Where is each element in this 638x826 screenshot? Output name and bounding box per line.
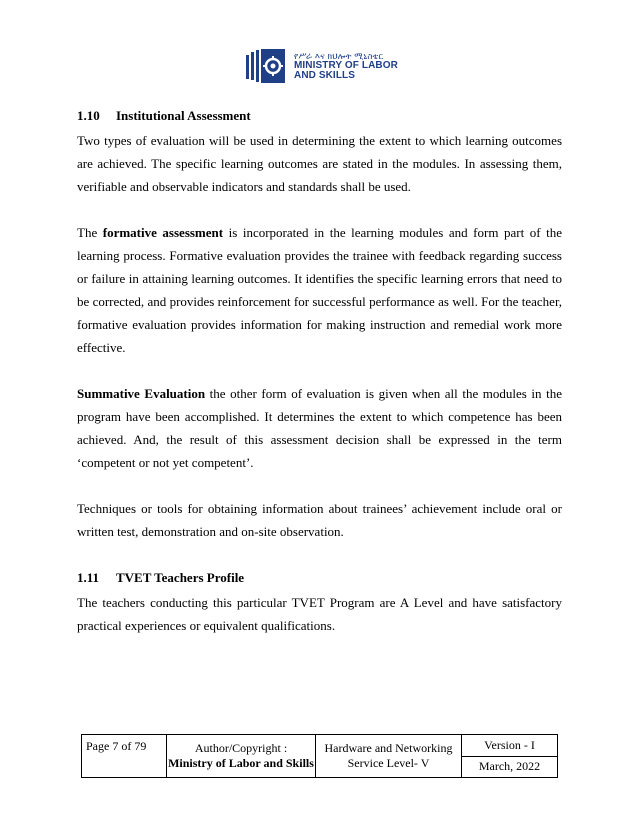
paragraph-summative-evaluation bbox=[77, 382, 562, 474]
footer-document-title: Hardware and Networking Service Level- V bbox=[316, 735, 462, 778]
page-footer-table bbox=[81, 734, 558, 778]
footer-author-cell bbox=[167, 735, 316, 778]
document-body bbox=[77, 104, 562, 637]
section-title: TVET Teachers Profile bbox=[116, 570, 245, 585]
section-number: 1.10 bbox=[77, 108, 100, 123]
text-run: is incorporated in the learning modules and form part of the learning process. Formative evaluation provides the trainee with feedback regarding success or failure in attaining learning outcomes. It identifies the specific learning errors that need to be corrected, and provides reinforcement for successful performance as well. For the teacher, formative evaluation provides information for making instruction and remedial work more effective. bbox=[77, 225, 562, 355]
logo-line-1: MINISTRY OF LABOR bbox=[294, 60, 398, 71]
paragraph-evaluation-types: Two types of evaluation will be used in determining the extent to which learning outcomes are achieved. The specific learning outcomes are stated in the modules. In assessing them, verifiable and observable indicators and standards shall be used. bbox=[77, 133, 562, 194]
ministry-logo-icon bbox=[246, 49, 288, 83]
paragraph-formative-assessment bbox=[77, 221, 562, 359]
logo-amharic-text: የሥራ እና ክህሎት ሚኒስቴር bbox=[294, 51, 384, 61]
footer-author-label: Author/Copyright : bbox=[194, 741, 288, 755]
section-heading-teachers-profile bbox=[77, 566, 562, 589]
footer-author: Ministry of Labor and Skills bbox=[168, 756, 314, 770]
footer-date: March, 2022 bbox=[462, 756, 558, 778]
paragraph-teachers-profile: The teachers conducting this particular TVET Program are A Level and have satisfactory practical experiences or equivalent qualifications. bbox=[77, 595, 562, 633]
section-title: Institutional Assessment bbox=[116, 108, 251, 123]
section-number: 1.11 bbox=[77, 570, 100, 585]
ministry-logo bbox=[246, 46, 398, 86]
paragraph-techniques: Techniques or tools for obtaining information about trainees’ achievement include oral or written test, demonstration and on-site observation. bbox=[77, 501, 562, 539]
footer-page-number: Page 7 of 79 bbox=[82, 735, 167, 778]
text-run: The bbox=[77, 225, 103, 240]
term-formative-assessment: formative assessment bbox=[102, 225, 224, 240]
footer-version: Version - I bbox=[462, 735, 558, 757]
term-summative-evaluation: Summative Evaluation bbox=[77, 386, 206, 401]
text-run: the other form of evaluation is given when all the modules in the program have been accomplished. It determines the extent to which competence has been achieved. And, the result of this assessment decision shall be expressed in the term ‘competent or not yet competent’. bbox=[77, 386, 562, 470]
section-heading-institutional-assessment bbox=[77, 104, 562, 127]
logo-line-2: AND SKILLS bbox=[294, 70, 355, 81]
